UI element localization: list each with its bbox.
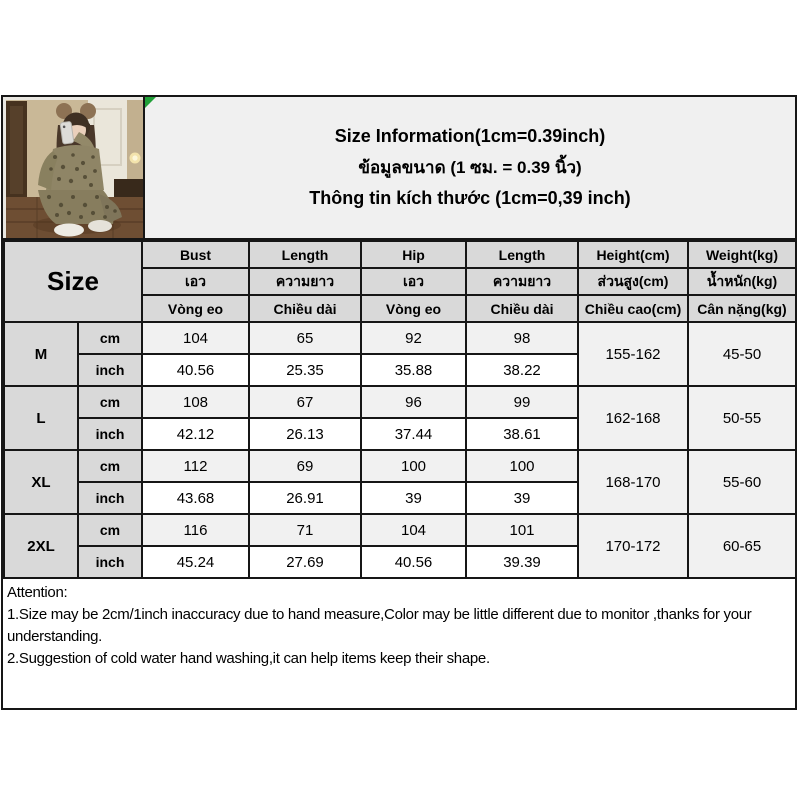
value-cell-cm: 100: [466, 450, 578, 482]
size-row-label: M: [4, 322, 78, 386]
value-cell-inch: 45.24: [142, 546, 249, 578]
size-row-label: 2XL: [4, 514, 78, 578]
value-cell-cm: 71: [249, 514, 361, 546]
value-cell-inch: 38.61: [466, 418, 578, 450]
weight-range-cell: 55-60: [688, 450, 796, 514]
col-header-en: Bust: [142, 241, 249, 268]
col-header-th: ความยาว: [466, 268, 578, 295]
col-header-vi: Vòng eo: [142, 295, 249, 322]
table-row: [4, 514, 796, 546]
unit-label-cm: cm: [78, 450, 142, 482]
value-cell-cm: 99: [466, 386, 578, 418]
top-band: [3, 97, 795, 240]
height-range-cell: 162-168: [578, 386, 688, 450]
weight-range-cell: 50-55: [688, 386, 796, 450]
product-photo: [3, 97, 145, 238]
value-cell-inch: 37.44: [361, 418, 466, 450]
col-header-en: Weight(kg): [688, 241, 796, 268]
col-header-en: Length: [466, 241, 578, 268]
unit-label-inch: inch: [78, 546, 142, 578]
col-header-th: ส่วนสูง(cm): [578, 268, 688, 295]
value-cell-inch: 39: [466, 482, 578, 514]
unit-label-cm: cm: [78, 514, 142, 546]
attention-note-1: 1.Size may be 2cm/1inch inaccuracy due to hand measure,Color may be little different due to monitor ,thanks for your understanding.: [7, 606, 752, 645]
table-row: [4, 386, 796, 418]
col-header-vi: Vòng eo: [361, 295, 466, 322]
attention-notes: [3, 579, 795, 708]
value-cell-inch: 39: [361, 482, 466, 514]
size-corner-label: Size: [4, 241, 142, 322]
value-cell-inch: 35.88: [361, 354, 466, 386]
unit-label-inch: inch: [78, 354, 142, 386]
size-row-label: L: [4, 386, 78, 450]
value-cell-cm: 96: [361, 386, 466, 418]
value-cell-inch: 38.22: [466, 354, 578, 386]
unit-label-inch: inch: [78, 418, 142, 450]
value-cell-inch: 26.91: [249, 482, 361, 514]
unit-label-cm: cm: [78, 386, 142, 418]
col-header-vi: Chiều cao(cm): [578, 295, 688, 322]
height-range-cell: 170-172: [578, 514, 688, 578]
unit-label-inch: inch: [78, 482, 142, 514]
page-title-vietnamese: Thông tin kích thước (1cm=0,39 inch): [309, 188, 631, 208]
value-cell-inch: 25.35: [249, 354, 361, 386]
product-photo-art: [3, 97, 143, 238]
value-cell-cm: 101: [466, 514, 578, 546]
value-cell-cm: 98: [466, 322, 578, 354]
value-cell-cm: 108: [142, 386, 249, 418]
col-header-th: ความยาว: [249, 268, 361, 295]
col-header-en: Hip: [361, 241, 466, 268]
value-cell-inch: 27.69: [249, 546, 361, 578]
unit-label-cm: cm: [78, 322, 142, 354]
size-table-header: [4, 241, 796, 322]
col-header-th: เอว: [361, 268, 466, 295]
col-header-th: เอว: [142, 268, 249, 295]
col-header-th: น้ำหนัก(kg): [688, 268, 796, 295]
table-row: [4, 322, 796, 354]
size-table: [3, 240, 797, 579]
value-cell-cm: 112: [142, 450, 249, 482]
value-cell-inch: 42.12: [142, 418, 249, 450]
value-cell-inch: 40.56: [361, 546, 466, 578]
table-row: [4, 450, 796, 482]
size-row-label: XL: [4, 450, 78, 514]
value-cell-inch: 43.68: [142, 482, 249, 514]
value-cell-inch: 39.39: [466, 546, 578, 578]
col-header-en: Length: [249, 241, 361, 268]
value-cell-inch: 26.13: [249, 418, 361, 450]
height-range-cell: 168-170: [578, 450, 688, 514]
size-chart-sheet: [1, 95, 797, 710]
value-cell-cm: 69: [249, 450, 361, 482]
col-header-en: Height(cm): [578, 241, 688, 268]
col-header-vi: Cân nặng(kg): [688, 295, 796, 322]
title-area: [145, 97, 795, 238]
value-cell-cm: 116: [142, 514, 249, 546]
weight-range-cell: 60-65: [688, 514, 796, 578]
size-table-body: [4, 322, 796, 578]
col-header-vi: Chiều dài: [466, 295, 578, 322]
value-cell-cm: 100: [361, 450, 466, 482]
attention-heading: Attention:: [7, 584, 68, 601]
attention-note-2: 2.Suggestion of cold water hand washing,it can help items keep their shape.: [7, 650, 490, 667]
col-header-vi: Chiều dài: [249, 295, 361, 322]
value-cell-cm: 92: [361, 322, 466, 354]
value-cell-cm: 104: [142, 322, 249, 354]
value-cell-cm: 67: [249, 386, 361, 418]
green-corner-marker-icon: [145, 97, 156, 108]
value-cell-inch: 40.56: [142, 354, 249, 386]
weight-range-cell: 45-50: [688, 322, 796, 386]
height-range-cell: 155-162: [578, 322, 688, 386]
value-cell-cm: 104: [361, 514, 466, 546]
value-cell-cm: 65: [249, 322, 361, 354]
page-title-english: Size Information(1cm=0.39inch): [334, 126, 606, 146]
page-title-thai: ข้อมูลขนาด (1 ซม. = 0.39 นิ้ว): [358, 158, 582, 177]
